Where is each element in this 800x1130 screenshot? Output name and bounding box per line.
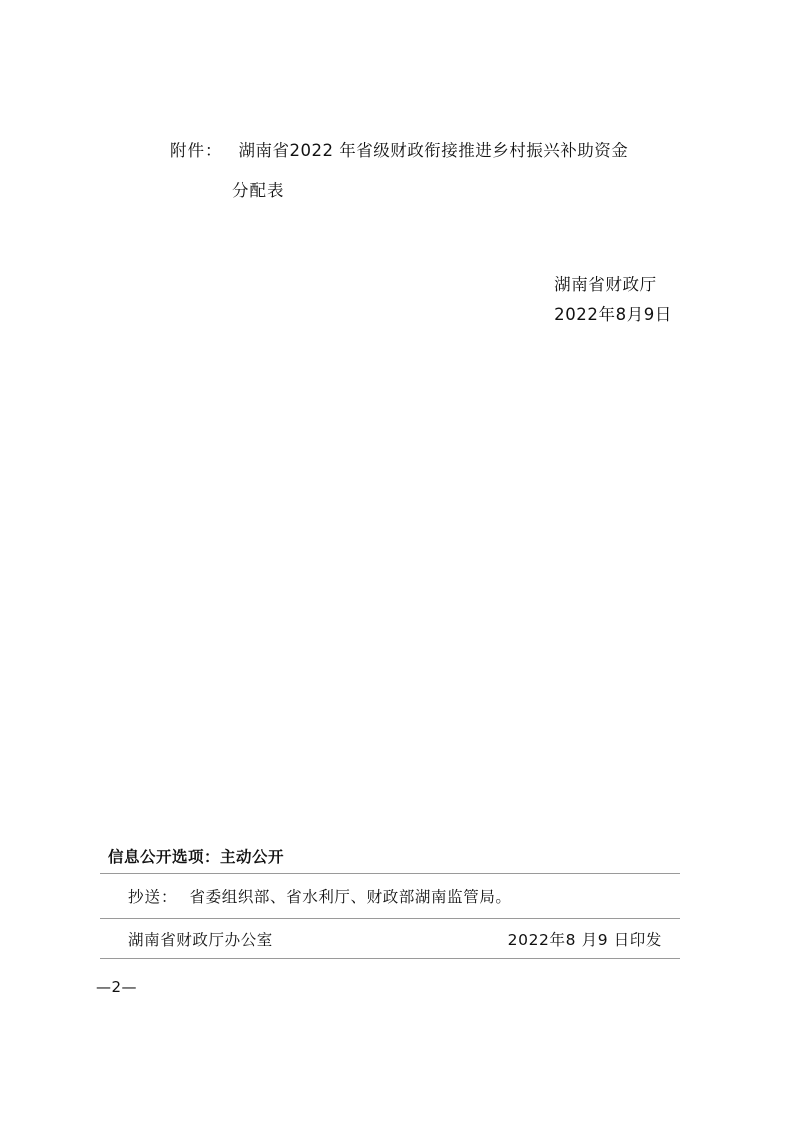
attachment-line-1 (170, 138, 690, 164)
page-number: —2— (96, 978, 138, 996)
cc-row (100, 874, 680, 918)
attachment-title: 湖南省2022 年省级财政衔接推进乡村振兴补助资金 (238, 141, 629, 160)
issuer-office: 湖南省财政厅办公室 (128, 931, 273, 949)
attachment-label: 附件： (170, 141, 223, 160)
issue-row (100, 919, 680, 958)
footer-block (100, 845, 680, 959)
divider-bottom (100, 958, 680, 959)
signature-block (554, 272, 672, 329)
cc-value: 省委组织部、省水利厅、财政部湖南监管局。 (189, 888, 512, 906)
signature-date: 2022年8月9日 (554, 305, 672, 325)
attachment-line-2: 分配表 (232, 180, 285, 200)
issue-date: 2022年8 月9 日印发 (507, 931, 662, 949)
cc-label: 抄送： (128, 888, 178, 906)
attachment-block (170, 138, 690, 203)
disclosure-option: 信息公开选项：主动公开 (108, 848, 285, 866)
signature-organization: 湖南省财政厅 (554, 275, 657, 294)
